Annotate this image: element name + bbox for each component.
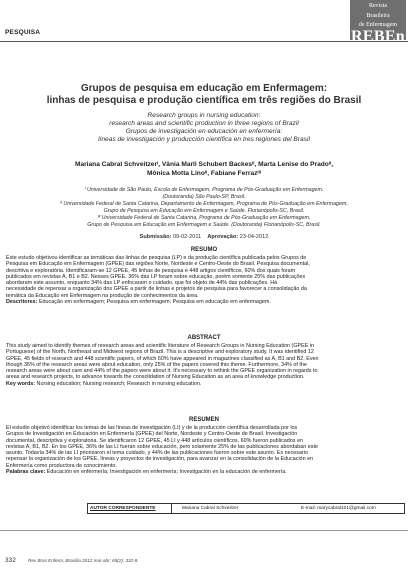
- corresponding-author-label: AUTOR CORRESPONDENTE: [90, 506, 156, 511]
- resumo-line: temática da Educação em Enfermagem na produção de conhecimentos da área.: [6, 292, 199, 299]
- title-en-line-1: Research groups in nursing education:: [147, 112, 261, 119]
- page-number: 332: [5, 557, 16, 564]
- resumen-keywords: [6, 469, 402, 475]
- abstract-line: research areas were about care and 44% of the papers were about it. It's necessary to rethink the GPEE organization in regards to: [6, 368, 318, 375]
- affiliation-line: Grupo de Pesquisa em Educação em Enfermagem e Saúde. (Doutoranda) Florianópolis-SC, Brasil.: [87, 222, 321, 228]
- resumo-line: Pesquisa em Educação em Enfermagem (GPEE) das regiões Norte, Nordeste e Centro-Oeste do Brasil. Pesquisa documental,: [6, 261, 310, 268]
- submitted-date: 09-02-2011: [172, 234, 202, 240]
- section-label: PESQUISA: [5, 29, 41, 36]
- approved-label: Aprovação:: [207, 234, 239, 240]
- submission-dates: [20, 234, 388, 240]
- corresponding-author-email[interactable]: E-mail: marycabral101@gmail.com: [301, 506, 376, 511]
- authors-line-2: Mônica Motta Linoᴵᴵ, Fabiane Ferrazᴵᴵᴵ: [146, 170, 262, 177]
- resumen-heading: RESUMEN: [188, 417, 219, 423]
- authors-line-1: Mariana Cabral Schveitzerᴵ, Vânia Marli Schubert Backesᴵᴵ, Marta Lenise do Pradoᴵᴵ,: [74, 161, 334, 168]
- corresponding-author-name: Mariana Cabral Schveitzer: [182, 506, 239, 511]
- title-pt-line-2: linhas de pesquisa e produção científica em três regiões do Brasil: [46, 95, 362, 106]
- title-pt-line-1: Grupos de pesquisa em educação em Enfermagem:: [80, 83, 328, 94]
- resumo-line: necessidade de repensar a organização dos GPEE a partir de linhas e projetos de pesquisa para favorecer a consolidação da: [6, 286, 307, 293]
- resumo-heading: RESUMO: [190, 247, 218, 253]
- resumo-keywords-label: Descritores:: [6, 299, 38, 306]
- journal-logo: [350, 0, 406, 45]
- affiliation-line: ᴵ Universidade de São Paulo, Escola de Enfermagem, Programa de Pós-Graduação em Enfermagem.: [84, 187, 324, 193]
- title-es-line-2: líneas de investigación y producción científica en tres regiones del Brasil: [98, 136, 310, 143]
- abstract-text: [6, 343, 402, 387]
- resumen-keywords-text: Educación en enfermería; Investigación en enfermería; Investigación en la educación de enfermería.: [45, 469, 287, 476]
- abstract-line: This study aimed to identify themes of research areas and scientific literature of Research Groups in Nursing Education (GPEE in: [6, 343, 315, 349]
- affiliation-line: ᴵᴵ Universidade Federal de Santa Catarina, Departamento de Enfermagem, Programa de Pós-Graduação em Enfermagem,: [60, 201, 348, 207]
- resumen-keywords-label: Palabras clave:: [6, 469, 46, 476]
- resumo-keywords-text: Educação em enfermagem; Pesquisa em enfermagem; Pesquisa em educação em enfermagem.: [37, 299, 271, 306]
- footer-divider: [0, 530, 408, 531]
- submitted-label: Submissão:: [139, 234, 172, 240]
- abstract-line: GPEE, 45 fields of research and 448 scientific papers, of which 60% have appeared in magazines classified as A, B1 and B2. Even: [6, 355, 319, 362]
- logo-mark: REBEn: [351, 27, 405, 45]
- logo-line-1: Revista: [369, 3, 387, 9]
- title-es-line-1: Grupos de investigación en educación en enfermería:: [125, 128, 283, 135]
- abstract-line: areas and research projects, to advance towards the consolidation of Nursing Education as an area of knowledge production.: [6, 374, 305, 381]
- logo-line-2: Brasileira: [366, 12, 390, 19]
- resumo-text: [6, 255, 402, 305]
- approved-date: 23-04-2012: [239, 234, 269, 240]
- resumo-line: publicados em revistas A, B1 e B2. Nesses GPEE, 36% das LP foram sobre educação, porém somente 25% das publicações: [6, 273, 306, 280]
- resumen-line: revistas A, B1, B2. En los GPEE, 36% de las LI fueran sobre educación, pero solamente 25% de las publicaciones abordaban este: [6, 443, 318, 450]
- abstract-line: Portuguese) of the North, Northeast and Midwest regions of Brazil. This is a descriptive and exploratory study. It was identified 12: [6, 349, 314, 356]
- affiliation-line: (Doutoranda) São Paulo-SP, Brasil.: [162, 194, 246, 200]
- resumen-line: repensar la organización de los GPEE, líneas y proyectos de investigación, para avanzar en la consolidación de la Educación en: [6, 456, 314, 463]
- resumen-line: documental, descriptiva y exploratoria. Se identificaron 12 GPEE, 45 LI y 448 artículos científicos, 60% fueron publicados en: [6, 437, 303, 444]
- affiliation-line: Grupo de Pesquisa em Educação em Enfermagem e Saúde. Florianópolis-SC, Brasil.: [103, 208, 305, 214]
- resumen-line: Grupos de Investigación en Educación en Enfermería (GPEE) del Norte, Nordeste y Centro-Oeste de Brasil. Investigación: [6, 431, 298, 438]
- abstract-heading: ABSTRACT: [187, 335, 221, 341]
- header-divider: [0, 41, 408, 42]
- abstract-keywords-text: Nursing education; Nursing research; Research in nursing education.: [35, 380, 202, 387]
- resumen-line: El estudio objetivó identificar los temas de las líneas de investigación (LI) y de la producción científica desarrollada por los: [6, 425, 298, 431]
- title-en-line-2: research areas and scientific production in three regions of Brazil: [109, 120, 299, 127]
- corresponding-divider: [171, 504, 172, 513]
- resumen-line: Enfermería como productora de conocimiento.: [6, 462, 117, 469]
- corresponding-author-box: [87, 503, 405, 514]
- logo-line-3: de Enfermagem: [358, 22, 398, 28]
- abstract-keywords-label: Key words:: [6, 380, 36, 387]
- resumo-line: abordaram este assunto, enquanto 34% das LP enfocaram o cuidado, que foi objeto de 44% das publicações. Há: [6, 280, 278, 287]
- resumo-line: Este estudo objetivou identificar as temáticas das linhas de pesquisa (LP) e da produção científica publicada pelos Grupos de: [6, 255, 307, 261]
- journal-citation: Rev Bras Enferm, Brasília 2012 mar-abr; 65(2): 332-8.: [28, 558, 139, 563]
- resumen-line: asunto. Todavía 34% de las LI priorizaron el tema cuidado, y 44% de las publicaciones fueron sobre este asunto. Es necesario: [6, 450, 308, 457]
- affiliation-line: ᴵᴵᴵ Universidade Federal de Santa Catarina, Programa de Pós-Graduação em Enfermagem,: [97, 215, 311, 221]
- resumo-line: descritiva e exploratória. Identificaram-se 12 GPEE, 45 linhas de pesquisa e 448 artigos científicos, 60% dos quais foram: [6, 267, 296, 274]
- resumo-keywords: [6, 299, 402, 305]
- resumen-text: [6, 425, 402, 475]
- abstract-keywords: [6, 381, 402, 387]
- abstract-line: though 36% of the research areas were about education, only 25% of the papers covered this theme. Furthermore, 34% of the: [6, 361, 307, 368]
